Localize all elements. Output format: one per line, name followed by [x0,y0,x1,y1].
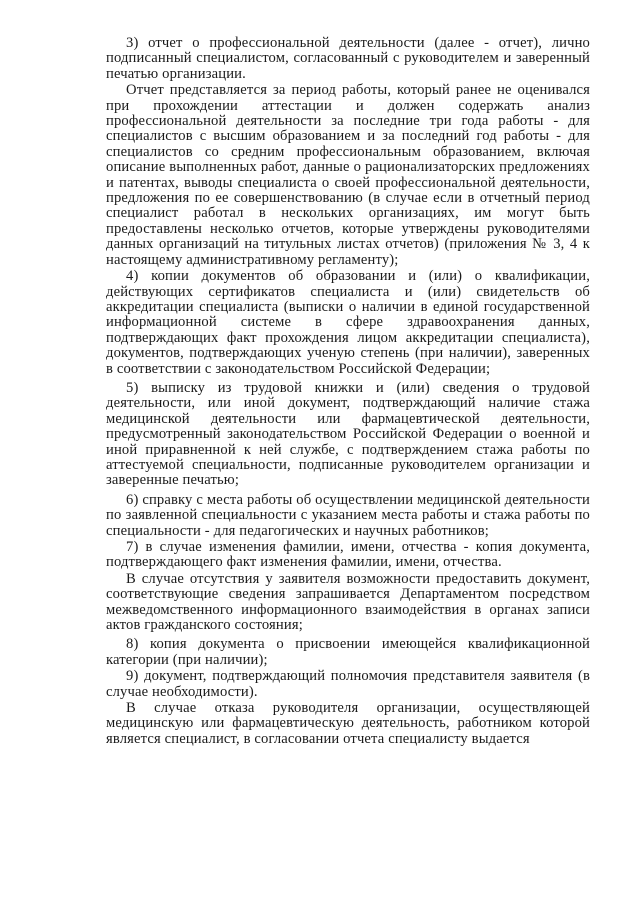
paragraph-refusal-case: В случае отказа руководителя организации, осуществляющей медицинскую или фармацевтическую деятельность, работником которой является специалист, в согласовании отчета специалисту выдается [106,700,590,747]
paragraph-item-7-name-change: 7) в случае изменения фамилии, имени, отчества - копия документа, подтверждающего факт изменения фамилии, имени, отчества. [106,539,590,571]
paragraph-item-3-report: 3) отчет о профессиональной деятельности (далее - отчет), лично подписанный специалистом, согласованный с руководителем и заверенный печатью организации. [106,35,590,82]
paragraph-item-8-category-copy: 8) копия документа о присвоении имеющейся квалификационной категории (при наличии); [106,636,590,668]
paragraph-item-5-work-record: 5) выписку из трудовой книжки и (или) сведения о трудовой деятельности, или иной документ, подтверждающий наличие стажа медицинской деятельности или фармацевтической деятельности, предусмотренный законодательством Российской Федерации о военной и иной приравненной к ней службе, с подтверждением стажа работы по аттестуемой специальности, подписанные руководителем организации и заверенные печатью; [106,379,590,489]
paragraph-interagency-request: В случае отсутствия у заявителя возможности предоставить документ, соответствующие сведения запрашивается Департаментом посредством межведомственного информационного взаимодействия в органах записи актов гражданского состояния; [106,570,590,634]
paragraph-item-9-representative: 9) документ, подтверждающий полномочия представителя заявителя (в случае необходимости). [106,668,590,700]
paragraph-item-4-education-copies: 4) копии документов об образовании и (или) о квалификации, действующих сертификатов специалиста и (или) свидетельств об аккредитации специалиста (выписки о наличии в единой государственной информационной системе в сфере здравоохранения данных, подтверждающих факт прохождения лицом аккредитации специалиста), документов, подтверждающих ученую степень (при наличии), заверенных в соответствии с законодательством Российской Федерации; [106,268,590,377]
paragraph-item-6-work-certificate: 6) справку с места работы об осуществлении медицинской деятельности по заявленной специальности с указанием места работы и стажа работы по специальности - для педагогических и научных работников; [106,491,590,539]
paragraph-report-requirements: Отчет представляется за период работы, который ранее не оценивался при прохождении аттестации и должен содержать анализ профессиональной деятельности за последние три года работы - для специалистов с высшим образованием и за последний год работы - для специалистов со средним профессиональным образованием, включая описание выполненных работ, данные о рационализаторских предложениях и патентах, выводы специалиста о своей профессиональной деятельности, предложения по ее совершенствованию (в случае если в отчетный период специалист работал в нескольких организациях, им могут быть предоставлены несколько отчетов, которые утверждены руководителями данных организаций на титульных листах отчетов) (приложения № 3, 4 к настоящему административному регламенту); [106,82,590,268]
